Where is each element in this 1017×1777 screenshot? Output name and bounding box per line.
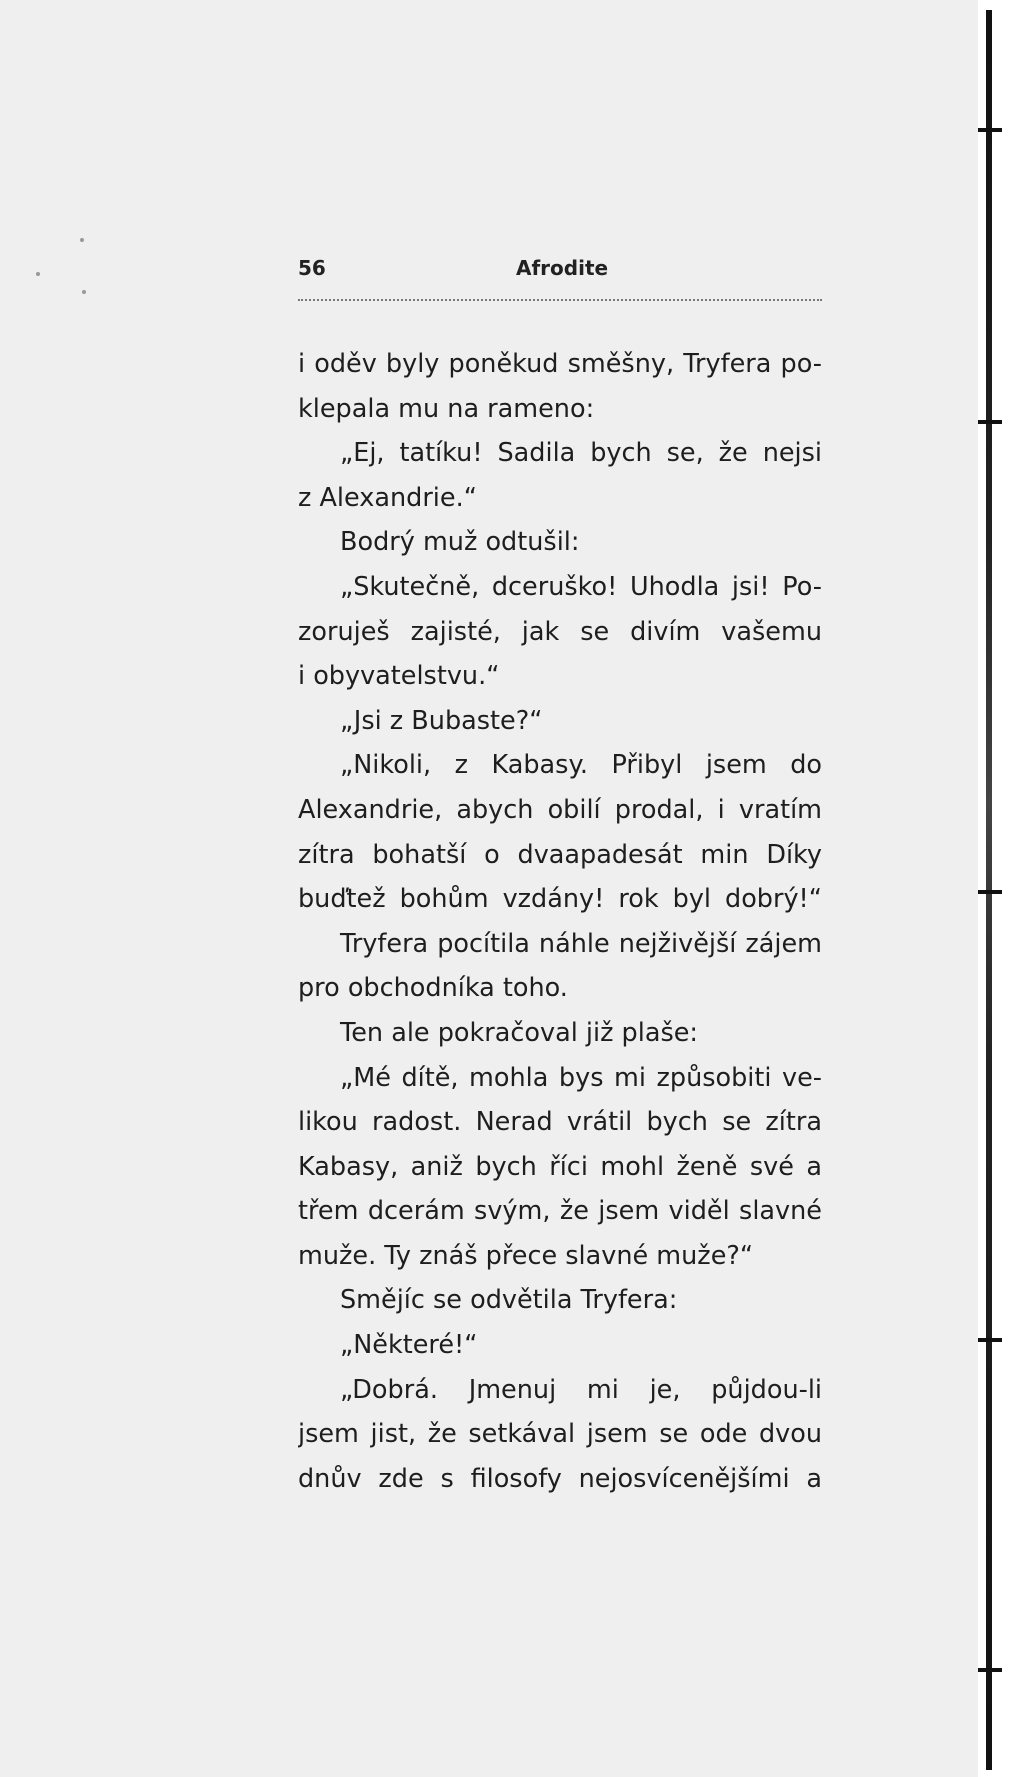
scan-speck [82, 290, 86, 294]
text-line: „Skutečně, dceruško! Uhodla jsi! Po- [340, 571, 822, 602]
page-number: 56 [298, 256, 326, 280]
text-line: i obyvatelstvu.“ [298, 661, 500, 692]
binding-mark [978, 128, 1002, 132]
text-line: dnův zde s filosofy nejosvícenějšími a [298, 1463, 822, 1494]
binding-mark [978, 1338, 1002, 1342]
binding-mark [978, 890, 1002, 894]
text-line: z Alexandrie.“ [298, 482, 477, 513]
text-line: pro obchodníka toho. [298, 973, 568, 1004]
page-header [298, 256, 822, 286]
binding-mark [978, 1668, 1002, 1672]
text-line: „Ej, tatíku! Sadila bych se, že nejsi [340, 438, 822, 469]
page-binding-edge [978, 0, 1017, 1777]
text-line: zítra bohatší o dvaapadesát min Díky [298, 839, 822, 870]
text-line: třem dcerám svým, že jsem viděl slavné [298, 1196, 822, 1227]
text-line: zoruješ zajisté, jak se divím vašemu [298, 616, 822, 647]
text-line: „Jsi z Bubaste?“ [340, 705, 543, 736]
text-line: buďtež bohům vzdány! rok byl dobrý!“ [298, 884, 822, 915]
text-line: jsem jist, že setkával jsem se ode dvou [298, 1419, 822, 1450]
text-line: Kabasy, aniž bych říci mohl ženě své a [298, 1151, 822, 1182]
text-line: „Dobrá. Jmenuj mi je, půjdou-li [340, 1374, 822, 1405]
text-line: Ten ale pokračoval již plaše: [340, 1017, 699, 1048]
text-line: „Některé!“ [340, 1330, 478, 1361]
text-line: Smějíc se odvětila Tryfera: [340, 1285, 678, 1316]
header-rule [298, 299, 822, 301]
text-line: Bodrý muž odtušil: [340, 527, 580, 558]
text-line: Alexandrie, abych obilí prodal, i vratím [298, 794, 822, 825]
text-line: „Nikoli, z Kabasy. Přibyl jsem do [340, 750, 822, 781]
text-line: klepala mu na rameno: [298, 393, 595, 424]
text-line: muže. Ty znáš přece slavné muže?“ [298, 1240, 754, 1271]
scan-speck [80, 238, 84, 242]
text-line: likou radost. Nerad vrátil bych se zítra [298, 1107, 822, 1138]
running-title: Afrodite [516, 256, 609, 280]
text-line: i oděv byly poněkud směšny, Tryfera po- [298, 349, 822, 379]
text-line: Tryfera pocítila náhle nejživější zájem [340, 928, 822, 959]
binding-mark [978, 420, 1002, 424]
body-text [298, 342, 822, 1501]
text-line: „Mé dítě, mohla bys mi způsobiti ve- [340, 1062, 822, 1093]
scan-speck [36, 272, 40, 276]
